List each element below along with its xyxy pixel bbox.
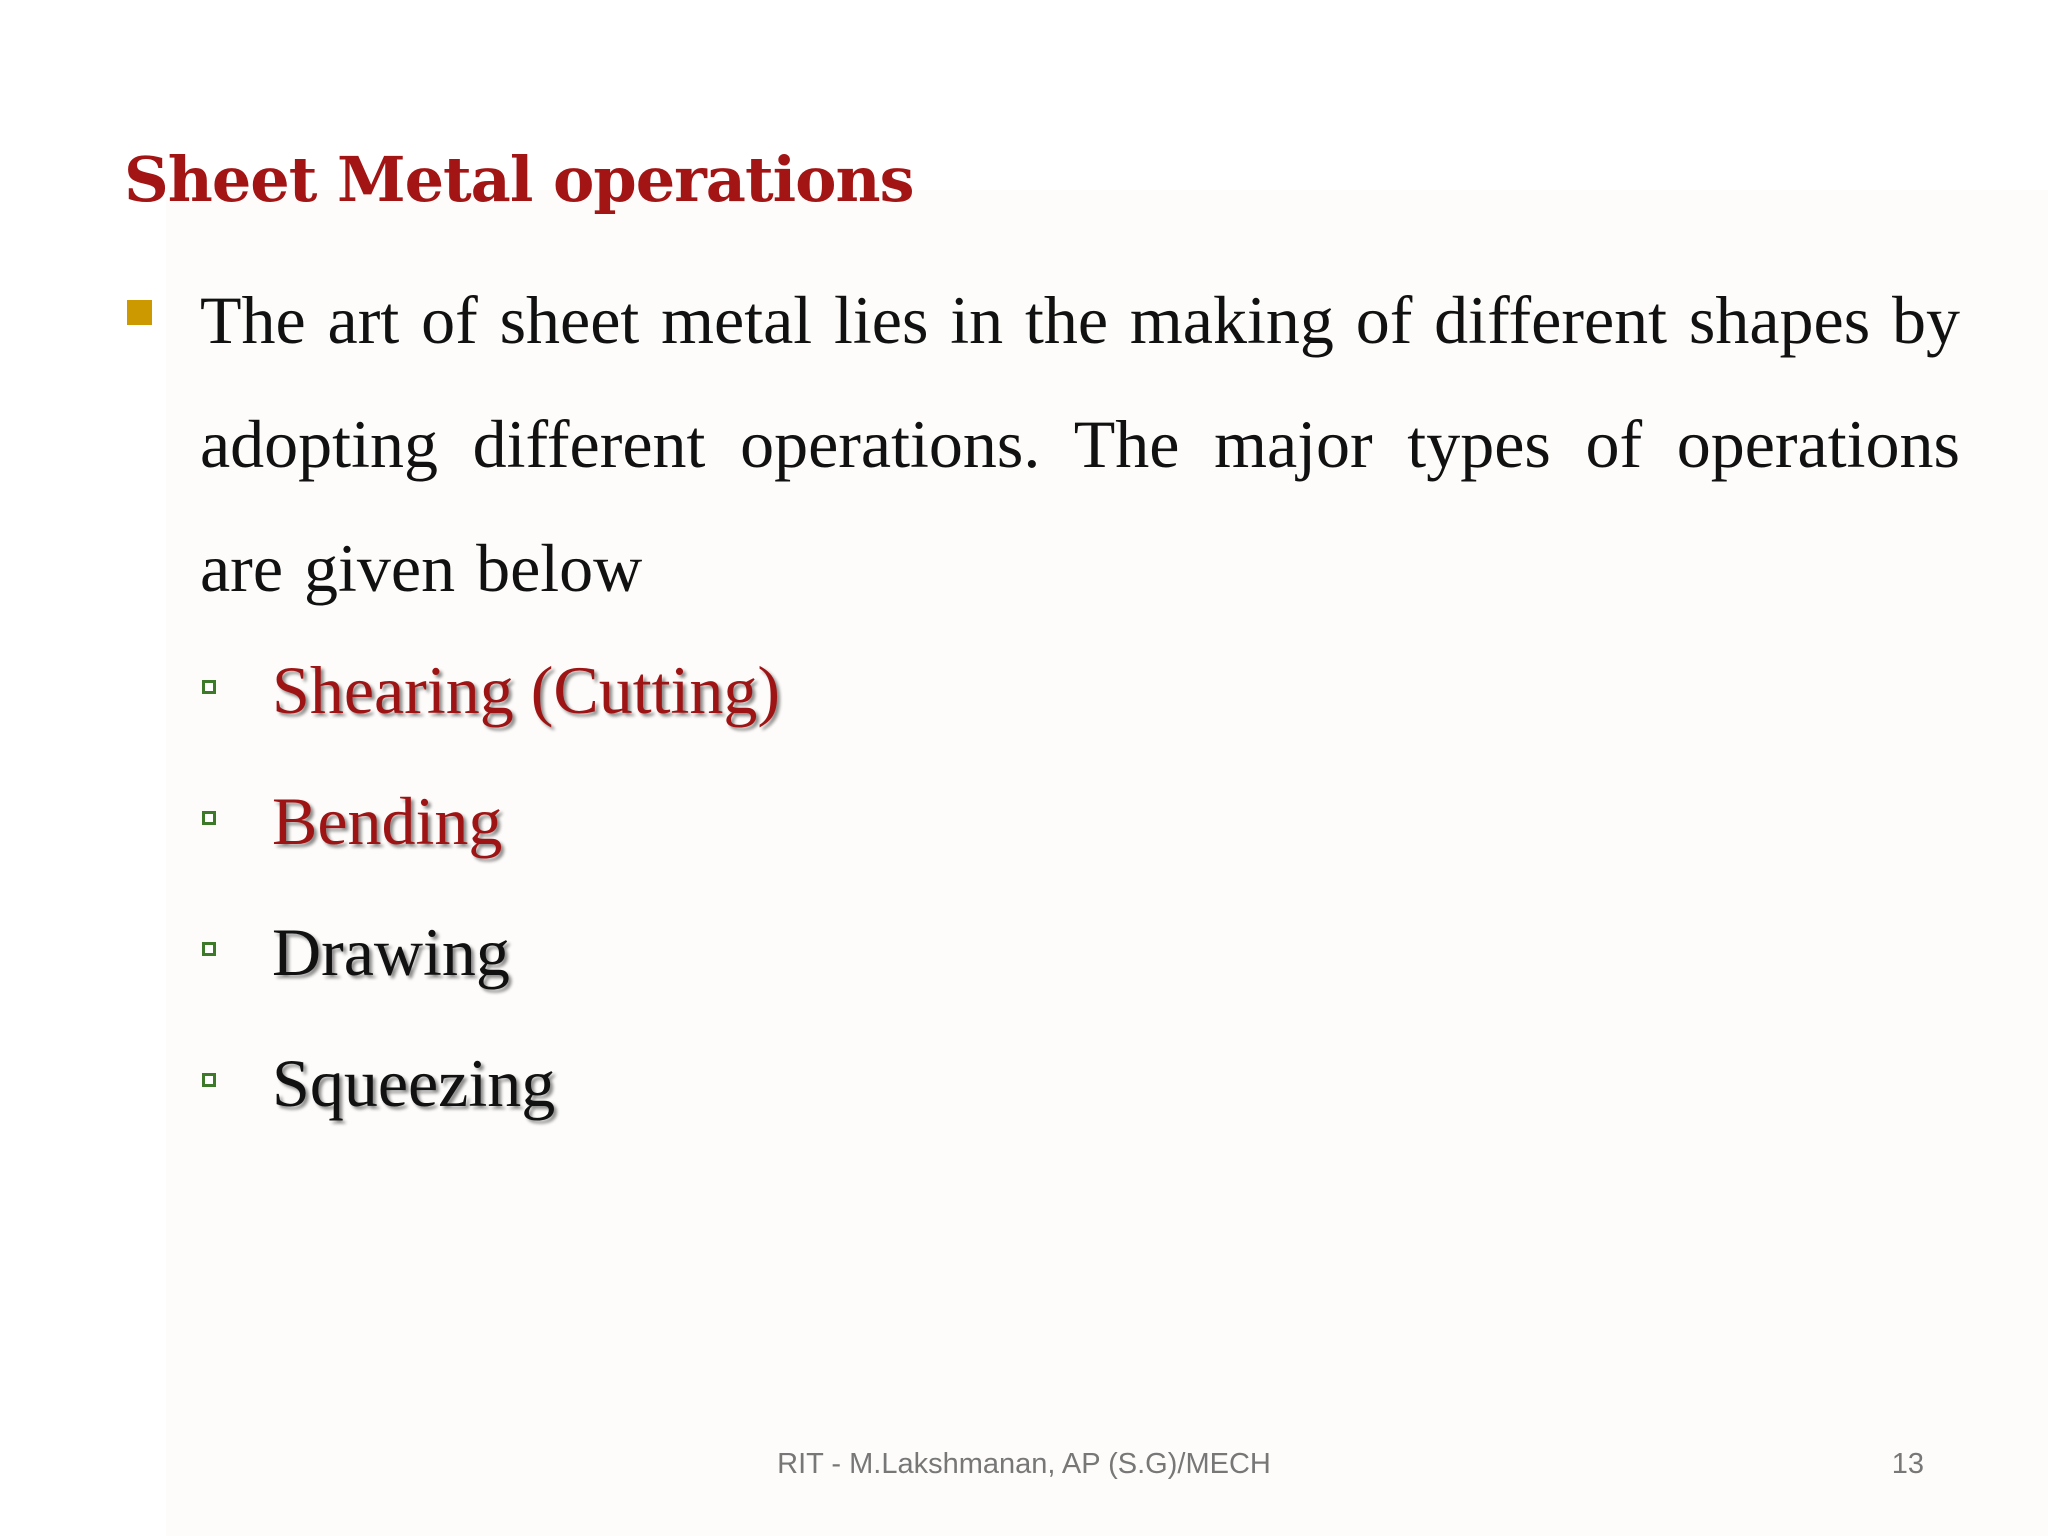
square-bullet-icon bbox=[127, 300, 152, 325]
list-item-label: Shearing (Cutting) bbox=[272, 652, 781, 728]
list-item-squeezing bbox=[202, 1033, 555, 1133]
page-number: 13 bbox=[1891, 1448, 1924, 1480]
list-item-label: Squeezing bbox=[272, 1045, 556, 1121]
checkbox-bullet-icon bbox=[202, 1073, 222, 1093]
list-item-shearing bbox=[202, 640, 780, 740]
list-item-bending bbox=[202, 771, 502, 871]
footer-credit: RIT - M.Lakshmanan, AP (S.G)/MECH bbox=[777, 1448, 1271, 1480]
list-item-drawing bbox=[202, 902, 510, 1002]
slide-title: Sheet Metal operations bbox=[124, 143, 914, 216]
checkbox-bullet-icon bbox=[202, 680, 222, 700]
list-item-label: Drawing bbox=[272, 914, 510, 990]
body-paragraph: The art of sheet metal lies in the making of different shapes by adopting different operations. The major types of operations are given below bbox=[200, 282, 1960, 606]
checkbox-bullet-icon bbox=[202, 942, 222, 962]
checkbox-bullet-icon bbox=[202, 811, 222, 831]
list-item-label: Bending bbox=[272, 783, 503, 859]
